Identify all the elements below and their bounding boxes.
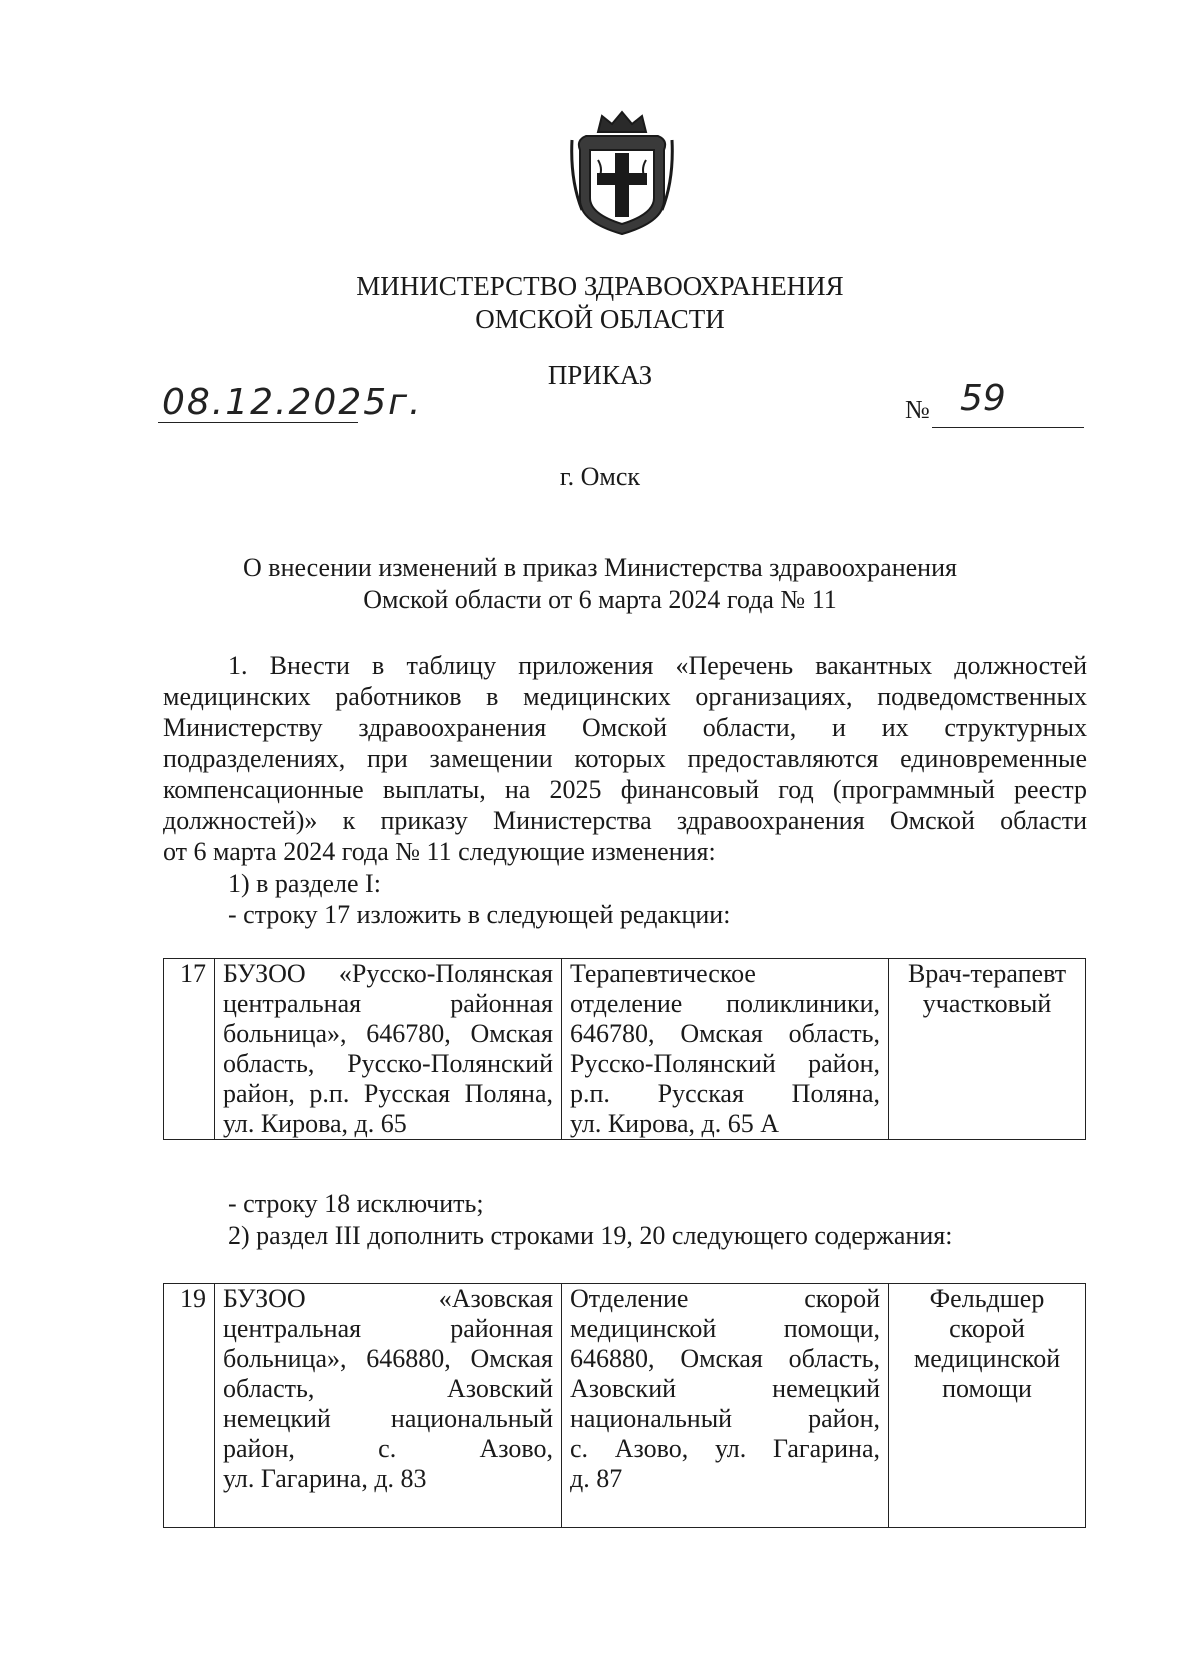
cell-line: р.п. Русская Поляна, bbox=[570, 1079, 880, 1108]
section1-item: 1) в разделе I: bbox=[228, 869, 381, 898]
number-underline bbox=[932, 427, 1084, 428]
paragraph-line: должностей)» к приказу Министерства здравоохранения Омской области bbox=[163, 806, 1087, 835]
cell-line: участковый bbox=[922, 989, 1052, 1018]
coat-of-arms-icon bbox=[568, 110, 676, 238]
department-cell bbox=[562, 959, 889, 1140]
cell-line: 646780, Омская область, bbox=[570, 1019, 880, 1048]
paragraph-line: Министерству здравоохранения Омской области, и их структурных bbox=[163, 713, 1087, 742]
row-number: 17 bbox=[164, 959, 215, 1140]
cell-line: центральная районная bbox=[223, 989, 553, 1018]
cell-line: помощи bbox=[942, 1374, 1032, 1403]
table-row-19 bbox=[163, 1283, 1086, 1528]
table-row bbox=[164, 1284, 1086, 1528]
position-cell bbox=[889, 1284, 1086, 1528]
table-row-17 bbox=[163, 958, 1086, 1140]
cell-line: БУЗОО «Русско-Полянская bbox=[223, 959, 553, 988]
document-title-line2: Омской области от 6 марта 2024 года № 11 bbox=[363, 585, 837, 614]
document-date: 08.12.2025г. bbox=[162, 382, 423, 423]
cell-line: область, Азовский bbox=[223, 1374, 553, 1403]
cell-line: медицинской помощи, bbox=[570, 1314, 880, 1343]
cell-line: Фельдшер bbox=[929, 1284, 1045, 1313]
cell-line: больница», 646780, Омская bbox=[223, 1019, 553, 1048]
cell-line: Азовский немецкий bbox=[570, 1374, 880, 1403]
ministry-name-line1: МИНИСТЕРСТВО ЗДРАВООХРАНЕНИЯ bbox=[356, 271, 844, 301]
number-label: № bbox=[905, 395, 930, 424]
department-cell bbox=[562, 1284, 889, 1528]
row17-instruction: - строку 17 изложить в следующей редакции: bbox=[228, 900, 731, 929]
cell-line: немецкий национальный bbox=[223, 1404, 553, 1433]
document-type: ПРИКАЗ bbox=[547, 360, 653, 390]
paragraph-line: подразделениях, при замещении которых предоставляются единовременные bbox=[163, 744, 1087, 773]
cell-line: ул. Кирова, д. 65 А bbox=[570, 1109, 780, 1138]
paragraph-line: от 6 марта 2024 года № 11 следующие изменения: bbox=[163, 837, 716, 866]
city: г. Омск bbox=[559, 462, 641, 491]
cell-line: Врач-терапевт bbox=[907, 959, 1067, 988]
cell-line: национальный район, bbox=[570, 1404, 880, 1433]
cell-line: район, р.п. Русская Поляна, bbox=[223, 1079, 553, 1108]
cell-line: медицинской bbox=[913, 1344, 1061, 1373]
organization-cell bbox=[215, 959, 562, 1140]
row18-instruction: - строку 18 исключить; bbox=[228, 1189, 484, 1218]
cell-line: д. 87 bbox=[570, 1464, 623, 1493]
cell-line: Отделение скорой bbox=[570, 1284, 880, 1313]
table-row bbox=[164, 959, 1086, 1140]
main-paragraph bbox=[163, 650, 1087, 867]
cell-line: скорой bbox=[949, 1314, 1025, 1343]
paragraph-line: компенсационные выплаты, на 2025 финансовый год (программный реестр bbox=[163, 775, 1087, 804]
cell-line: ул. Гагарина, д. 83 bbox=[223, 1464, 427, 1493]
cell-line: 646880, Омская область, bbox=[570, 1344, 880, 1373]
cell-line: Терапевтическое bbox=[570, 959, 756, 988]
position-cell bbox=[889, 959, 1086, 1140]
date-underline bbox=[158, 422, 358, 423]
cell-line: область, Русско-Полянский bbox=[223, 1049, 553, 1078]
cell-line: Русско-Полянский район, bbox=[570, 1049, 880, 1078]
cell-line: центральная районная bbox=[223, 1314, 553, 1343]
ministry-name-line2: ОМСКОЙ ОБЛАСТИ bbox=[475, 304, 725, 334]
cell-line: ул. Кирова, д. 65 bbox=[223, 1109, 407, 1138]
paragraph-line: 1. Внести в таблицу приложения «Перечень вакантных должностей bbox=[228, 651, 1087, 680]
cell-line: больница», 646880, Омская bbox=[223, 1344, 553, 1373]
paragraph-line: медицинских работников в медицинских организациях, подведомственных bbox=[163, 682, 1087, 711]
section3-item: 2) раздел III дополнить строками 19, 20 следующего содержания: bbox=[228, 1221, 953, 1250]
cell-line: с. Азово, ул. Гагарина, bbox=[570, 1434, 880, 1463]
document-title-line1: О внесении изменений в приказ Министерства здравоохранения bbox=[243, 553, 957, 582]
row-number: 19 bbox=[164, 1284, 215, 1528]
cell-line: район, с. Азово, bbox=[223, 1434, 553, 1463]
organization-cell bbox=[215, 1284, 562, 1528]
document-number: 59 bbox=[960, 378, 1006, 419]
cell-line: отделение поликлиники, bbox=[570, 989, 880, 1018]
cell-line: БУЗОО «Азовская bbox=[223, 1284, 553, 1313]
